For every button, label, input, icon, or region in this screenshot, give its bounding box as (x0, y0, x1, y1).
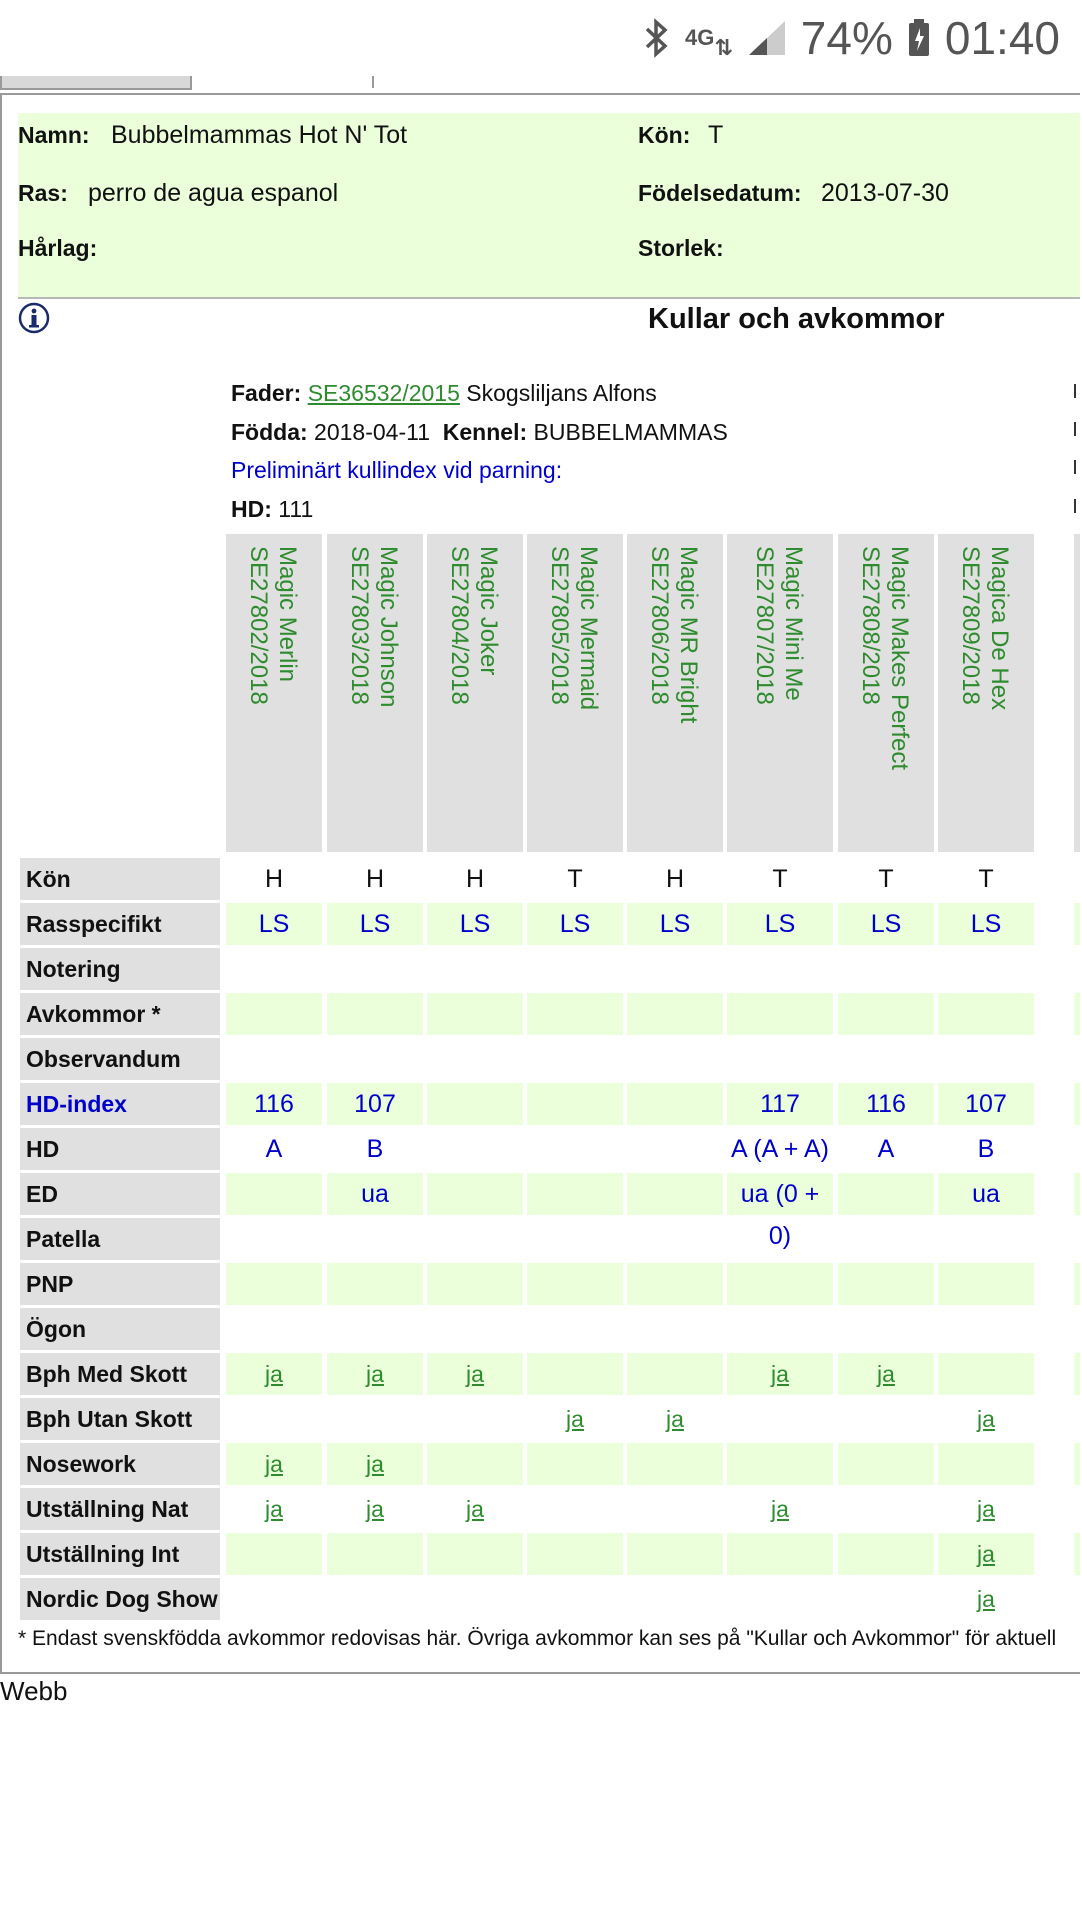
table-cell (627, 1353, 723, 1395)
table-cell (838, 1353, 934, 1395)
table-cell (727, 1353, 833, 1395)
puppy-name-text[interactable]: Magic Johnson (375, 546, 402, 708)
table-cell (327, 1038, 423, 1080)
table-row (20, 948, 1060, 993)
table-cell (226, 1398, 322, 1440)
result-link[interactable]: ja (977, 1541, 995, 1567)
table-cell (527, 1128, 623, 1170)
edge-mark (1074, 499, 1082, 513)
puppy-name[interactable] (545, 546, 603, 710)
table-cell (527, 993, 623, 1035)
table-cell-edge (1074, 993, 1080, 1035)
table-cell (427, 1398, 523, 1440)
row-label: Bph Utan Skott (20, 1398, 220, 1440)
table-cell (938, 1308, 1034, 1350)
row-label: Utställning Nat (20, 1488, 220, 1530)
table-cell: LS (226, 903, 322, 945)
result-link[interactable]: ja (771, 1361, 789, 1387)
table-cell: A (A + A) (731, 1135, 829, 1163)
puppy-column-header[interactable] (327, 534, 423, 852)
table-cell (427, 1083, 523, 1125)
row-label: Nordic Dog Show (20, 1578, 220, 1620)
battery-percentage: 74% (800, 12, 893, 64)
table-cell: ua (938, 1173, 1034, 1215)
result-link[interactable]: ja (265, 1451, 283, 1477)
edge-mark (1074, 384, 1082, 398)
table-cell: 116 (226, 1083, 322, 1125)
table-cell (627, 948, 723, 990)
row-label: Kön (20, 858, 220, 900)
table-row (20, 1263, 1060, 1308)
table-cell (627, 1443, 723, 1485)
table-cell (838, 1218, 934, 1260)
table-cell (727, 993, 833, 1035)
table-cell (226, 1308, 322, 1350)
table-cell (427, 1443, 523, 1485)
puppy-reg-text[interactable]: SE27802/2018 (245, 546, 272, 705)
puppy-reg-text[interactable]: SE27807/2018 (751, 546, 778, 705)
puppy-reg-text[interactable]: SE27808/2018 (857, 546, 884, 705)
dog-sex: T (708, 121, 724, 149)
result-link[interactable]: ja (977, 1406, 995, 1432)
table-cell (838, 1533, 934, 1575)
table-cell-edge (1074, 1038, 1080, 1080)
puppy-name[interactable] (345, 546, 403, 707)
table-cell (838, 1578, 934, 1620)
table-cell (838, 1263, 934, 1305)
table-cell (327, 1443, 423, 1485)
table-cell (427, 1578, 523, 1620)
table-cell: 107 (327, 1083, 423, 1125)
result-link[interactable]: ja (877, 1361, 895, 1387)
puppy-reg-text[interactable]: SE27805/2018 (546, 546, 573, 705)
table-row (20, 858, 1060, 903)
table-cell (938, 1488, 1034, 1530)
table-cell: 117 (727, 1083, 833, 1125)
table-cell-edge (1074, 1398, 1080, 1440)
table-cell (727, 1398, 833, 1440)
table-cell (627, 1578, 723, 1620)
table-cell-edge (1074, 1173, 1080, 1215)
result-link[interactable]: ja (265, 1496, 283, 1522)
edge-column (1074, 534, 1080, 852)
table-cell (527, 1443, 623, 1485)
table-cell: T (978, 865, 994, 893)
result-link[interactable]: ja (566, 1406, 584, 1432)
table-cell (527, 948, 623, 990)
table-cell (427, 1218, 523, 1260)
dog-info-box (18, 113, 1080, 299)
table-cell: 107 (938, 1083, 1034, 1125)
table-cell: LS (938, 903, 1034, 945)
puppy-name[interactable] (244, 546, 302, 705)
result-link[interactable]: ja (977, 1496, 995, 1522)
birth-label: Födelsedatum: (638, 180, 802, 206)
table-cell-edge (1074, 1308, 1080, 1350)
table-cell: LS (727, 903, 833, 945)
table-cell: ua (327, 1173, 423, 1215)
table-cell-edge (1074, 1353, 1080, 1395)
table-cell (727, 1218, 833, 1260)
puppy-column-header[interactable] (838, 534, 934, 852)
table-cell (627, 1533, 723, 1575)
table-cell (427, 1263, 523, 1305)
kennel-label: Kennel: (442, 419, 528, 445)
row-label: Nosework (20, 1443, 220, 1485)
row-label: ED (20, 1173, 220, 1215)
puppy-name-text[interactable]: Magic Mermaid (575, 546, 602, 711)
dog-birth: 2013-07-30 (821, 179, 949, 207)
table-cell (938, 1398, 1034, 1440)
sex-label: Kön: (638, 122, 691, 148)
puppy-reg-text[interactable]: SE27806/2018 (646, 546, 673, 705)
table-cell (427, 993, 523, 1035)
puppy-column-header[interactable] (627, 534, 723, 852)
table-cell (627, 1173, 723, 1215)
table-cell (938, 948, 1034, 990)
table-cell (427, 948, 523, 990)
result-link[interactable]: ja (366, 1496, 384, 1522)
row-label: Patella (20, 1218, 220, 1260)
puppy-column-header[interactable] (727, 534, 833, 852)
tab-divider (0, 93, 1080, 95)
network-4g-icon: 4G ⇅ (685, 25, 733, 60)
table-row (20, 1308, 1060, 1353)
table-cell (427, 1308, 523, 1350)
table-cell (727, 1263, 833, 1305)
table-cell (427, 1038, 523, 1080)
hd-value: 111 (278, 496, 314, 522)
table-cell (427, 1128, 523, 1170)
table-cell: T (772, 865, 788, 893)
frame-border-bottom (0, 1672, 1080, 1674)
result-link[interactable]: ja (366, 1451, 384, 1477)
status-icons (641, 12, 1060, 64)
born-label: Födda: (231, 419, 308, 445)
table-cell (226, 993, 322, 1035)
puppy-name[interactable] (445, 546, 503, 705)
table-cell (627, 1083, 723, 1125)
result-link[interactable]: ja (265, 1361, 283, 1387)
puppy-column-header[interactable] (427, 534, 523, 852)
table-cell (838, 993, 934, 1035)
hd-line (231, 496, 313, 523)
table-cell-edge (1074, 1263, 1080, 1305)
dog-breed: perro de agua espanol (88, 179, 339, 207)
table-row (20, 1443, 1060, 1488)
table-cell (838, 1488, 934, 1530)
table-cell (838, 1038, 934, 1080)
table-cell (226, 1533, 322, 1575)
result-link[interactable]: ja (466, 1496, 484, 1522)
table-cell (226, 1353, 322, 1395)
father-name: Skogsliljans Alfons (466, 380, 657, 406)
row-label: Observandum (20, 1038, 220, 1080)
table-cell-edge (1074, 903, 1080, 945)
table-cell (727, 1488, 833, 1530)
row-label: Bph Med Skott (20, 1353, 220, 1395)
table-cell-edge (1074, 1488, 1080, 1530)
table-cell (327, 1578, 423, 1620)
row-label: Ögon (20, 1308, 220, 1350)
table-cell: H (465, 865, 485, 893)
result-link[interactable]: ja (666, 1406, 684, 1432)
table-cell (327, 1533, 423, 1575)
table-cell (838, 1173, 934, 1215)
result-link[interactable]: ja (366, 1361, 384, 1387)
table-cell (527, 1263, 623, 1305)
table-cell (226, 1218, 322, 1260)
puppy-column-header[interactable] (527, 534, 623, 852)
table-cell: B (977, 1135, 995, 1163)
table-cell (727, 1443, 833, 1485)
signal-icon (747, 19, 787, 57)
table-row (20, 903, 1060, 948)
table-cell (938, 1533, 1034, 1575)
table-cell (327, 1308, 423, 1350)
table-cell (527, 1398, 623, 1440)
table-cell (627, 993, 723, 1035)
row-label: Utställning Int (20, 1533, 220, 1575)
puppy-reg-text[interactable]: SE27803/2018 (346, 546, 373, 705)
table-cell (527, 1308, 623, 1350)
result-link[interactable]: ja (466, 1361, 484, 1387)
table-cell-edge (1074, 1218, 1080, 1260)
table-cell-edge (1074, 1443, 1080, 1485)
bluetooth-icon (641, 18, 671, 58)
row-label: Rasspecifikt (20, 903, 220, 945)
table-row (20, 1533, 1060, 1578)
table-cell: H (264, 865, 284, 893)
puppy-name-text[interactable]: Magic MR Bright (675, 546, 702, 724)
table-cell (627, 1263, 723, 1305)
coat-label: Hårlag: (18, 235, 98, 261)
prelim-index-text: Preliminärt kullindex vid parning: (231, 457, 563, 483)
table-cell (938, 1038, 1034, 1080)
table-cell (226, 1173, 322, 1215)
table-cell (938, 1353, 1034, 1395)
table-cell (838, 1308, 934, 1350)
table-cell (938, 1218, 1034, 1260)
table-cell-edge (1074, 858, 1080, 900)
row-label: HD (20, 1128, 220, 1170)
table-cell (427, 1353, 523, 1395)
table-cell (226, 1488, 322, 1530)
puppy-name-text[interactable]: Magic Makes Perfect (886, 546, 913, 771)
table-cell: LS (627, 903, 723, 945)
table-row (20, 1353, 1060, 1398)
kennel-name: BUBBELMAMMAS (533, 419, 728, 445)
table-cell (527, 1218, 623, 1260)
table-cell (327, 1353, 423, 1395)
puppy-name[interactable] (750, 546, 808, 705)
table-cell (838, 1398, 934, 1440)
table-cell: LS (427, 903, 523, 945)
table-cell (838, 1443, 934, 1485)
table-cell (427, 1173, 523, 1215)
info-icon[interactable] (18, 302, 50, 334)
row-label[interactable]: HD-index (20, 1083, 220, 1125)
table-row (20, 1578, 1060, 1623)
table-cell: ua (0 + 0) (727, 1173, 833, 1215)
result-link[interactable]: ja (977, 1586, 995, 1612)
hd-label: HD: (231, 496, 272, 522)
table-cell: LS (838, 903, 934, 945)
battery-icon (907, 18, 931, 58)
edge-mark (1074, 422, 1082, 436)
table-cell (327, 948, 423, 990)
footer-webb: Webb (0, 1676, 68, 1706)
table-cell: 116 (838, 1083, 934, 1125)
table-cell: H (365, 865, 385, 893)
table-row (20, 1398, 1060, 1443)
size-label: Storlek: (638, 235, 724, 261)
table-cell (527, 1083, 623, 1125)
table-cell (226, 1578, 322, 1620)
puppy-column-header[interactable] (226, 534, 322, 852)
puppy-reg-text[interactable]: SE27809/2018 (957, 546, 984, 705)
puppy-name-text[interactable]: Magic Joker (475, 546, 502, 676)
table-cell (527, 1578, 623, 1620)
table-cell (527, 1533, 623, 1575)
table-cell: B (366, 1135, 384, 1163)
status-bar (0, 0, 1080, 76)
name-label: Namn: (18, 122, 90, 148)
table-cell (727, 1038, 833, 1080)
clock: 01:40 (944, 12, 1060, 64)
table-cell (327, 1263, 423, 1305)
puppy-reg-text[interactable]: SE27804/2018 (446, 546, 473, 705)
table-cell (327, 1398, 423, 1440)
table-cell (327, 1218, 423, 1260)
father-reg-link[interactable]: SE36532/2015 (307, 380, 460, 406)
table-cell (226, 1038, 322, 1080)
table-cell (938, 993, 1034, 1035)
table-cell (327, 993, 423, 1035)
puppy-name[interactable] (645, 546, 703, 723)
born-date: 2018-04-11 (314, 419, 430, 445)
table-cell (427, 1488, 523, 1530)
table-cell (627, 1398, 723, 1440)
table-row (20, 1218, 1060, 1263)
puppy-name[interactable] (856, 546, 914, 770)
table-cell (838, 948, 934, 990)
table-cell (938, 1578, 1034, 1620)
table-cell (527, 1353, 623, 1395)
table-cell: T (567, 865, 583, 893)
father-line (231, 380, 657, 407)
row-label: Avkommor * (20, 993, 220, 1035)
table-cell-edge (1074, 1533, 1080, 1575)
table-cell (938, 1263, 1034, 1305)
table-cell-edge (1074, 1128, 1080, 1170)
table-cell-edge (1074, 1083, 1080, 1125)
born-line (231, 419, 728, 446)
row-label: Notering (20, 948, 220, 990)
frame-border-left (0, 93, 2, 1673)
table-cell (226, 948, 322, 990)
breed-label: Ras: (18, 180, 68, 206)
table-cell (938, 1443, 1034, 1485)
table-cell (627, 1038, 723, 1080)
table-cell: A (265, 1135, 283, 1163)
result-link[interactable]: ja (771, 1496, 789, 1522)
table-cell: LS (327, 903, 423, 945)
table-cell: H (665, 865, 685, 893)
dog-name: Bubbelmammas Hot N' Tot (111, 121, 408, 149)
table-cell: LS (527, 903, 623, 945)
puppy-name-text[interactable]: Magic Merlin (274, 546, 301, 683)
table-cell (627, 1308, 723, 1350)
puppy-name-text[interactable]: Magic Mini Me (780, 546, 807, 701)
table-cell (226, 1263, 322, 1305)
table-cell (627, 1488, 723, 1530)
table-cell-edge (1074, 1578, 1080, 1620)
table-row (20, 1128, 1060, 1173)
table-row (20, 993, 1060, 1038)
table-cell (627, 1218, 723, 1260)
table-cell (527, 1038, 623, 1080)
table-cell (727, 948, 833, 990)
edge-mark (1074, 460, 1082, 474)
table-cell (727, 1533, 833, 1575)
section-title: Kullar och avkommor (648, 303, 945, 335)
table-cell-edge (1074, 948, 1080, 990)
table-cell (527, 1173, 623, 1215)
table-cell (727, 1308, 833, 1350)
puppy-name-text[interactable]: Magica De Hex (986, 546, 1013, 711)
row-label: PNP (20, 1263, 220, 1305)
table-cell: A (877, 1135, 895, 1163)
table-cell (527, 1488, 623, 1530)
puppy-name[interactable] (956, 546, 1014, 710)
table-row (20, 1083, 1060, 1128)
table-cell (427, 1533, 523, 1575)
table-cell (727, 1578, 833, 1620)
puppy-column-header[interactable] (938, 534, 1034, 852)
table-cell (627, 1128, 723, 1170)
table-row (20, 1488, 1060, 1533)
father-label: Fader: (231, 380, 302, 406)
table-cell (327, 1488, 423, 1530)
table-cell (226, 1443, 322, 1485)
table-row (20, 1038, 1060, 1083)
footnote: * Endast svenskfödda avkommor redovisas här. Övriga avkommor kan ses på "Kullar och Avkommor" för aktuell (18, 1627, 1057, 1650)
table-cell: T (878, 865, 894, 893)
